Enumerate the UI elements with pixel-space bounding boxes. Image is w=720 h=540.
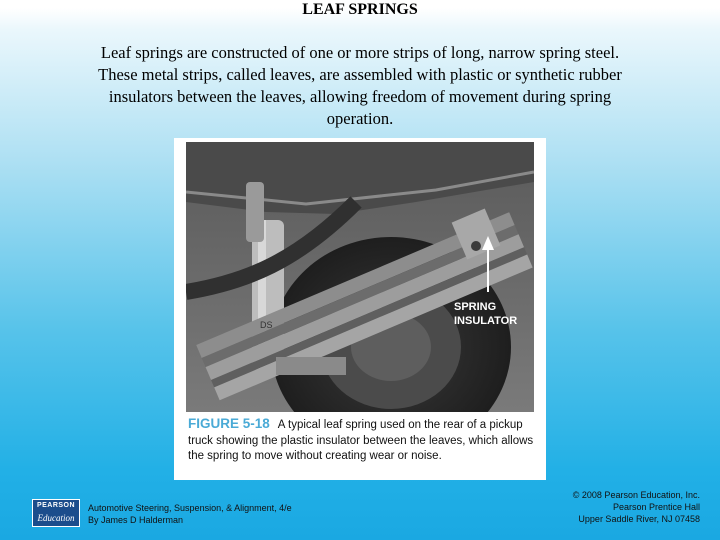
book-info [88, 502, 292, 526]
logo-bottom-text: Education [37, 513, 75, 523]
figure-caption [188, 416, 538, 465]
body-line: These metal strips, called leaves, are assembled with plastic or synthetic rubber [98, 65, 622, 84]
body-line: insulators between the leaves, allowing freedom of movement during spring [108, 87, 612, 106]
book-title: Automotive Steering, Suspension, & Alignment, 4/e [88, 503, 292, 513]
figure-caption-text: A typical leaf spring used on the rear of a pickup truck showing the plastic insulator between the leaves, which allows the spring to move without creating wear or noise. [188, 419, 534, 462]
slide-title: LEAF SPRINGS [302, 1, 418, 18]
pearson-logo [32, 499, 80, 527]
logo-top-text: PEARSON [36, 502, 76, 509]
body-line: operation. [326, 109, 394, 128]
leaf-spring-illustration [186, 142, 534, 412]
address-line: Upper Saddle River, NJ 07458 [578, 514, 700, 524]
spring-insulator-callout [454, 300, 517, 328]
figure-label: FIGURE 5-18 [188, 416, 270, 431]
book-author: By James D Halderman [88, 515, 184, 525]
slide-body-text [60, 42, 660, 130]
figure-panel [174, 138, 546, 480]
shock-stamp-text: DS [260, 320, 273, 330]
callout-line: SPRING [454, 301, 497, 313]
copyright-line: © 2008 Pearson Education, Inc. [572, 490, 700, 500]
body-line: Leaf springs are constructed of one or more strips of long, narrow spring steel. [100, 43, 620, 62]
publisher-line: Pearson Prentice Hall [612, 502, 700, 512]
copyright-info [573, 489, 700, 525]
leaf-spring-photo [186, 142, 534, 412]
callout-line: INSULATOR [454, 315, 518, 327]
